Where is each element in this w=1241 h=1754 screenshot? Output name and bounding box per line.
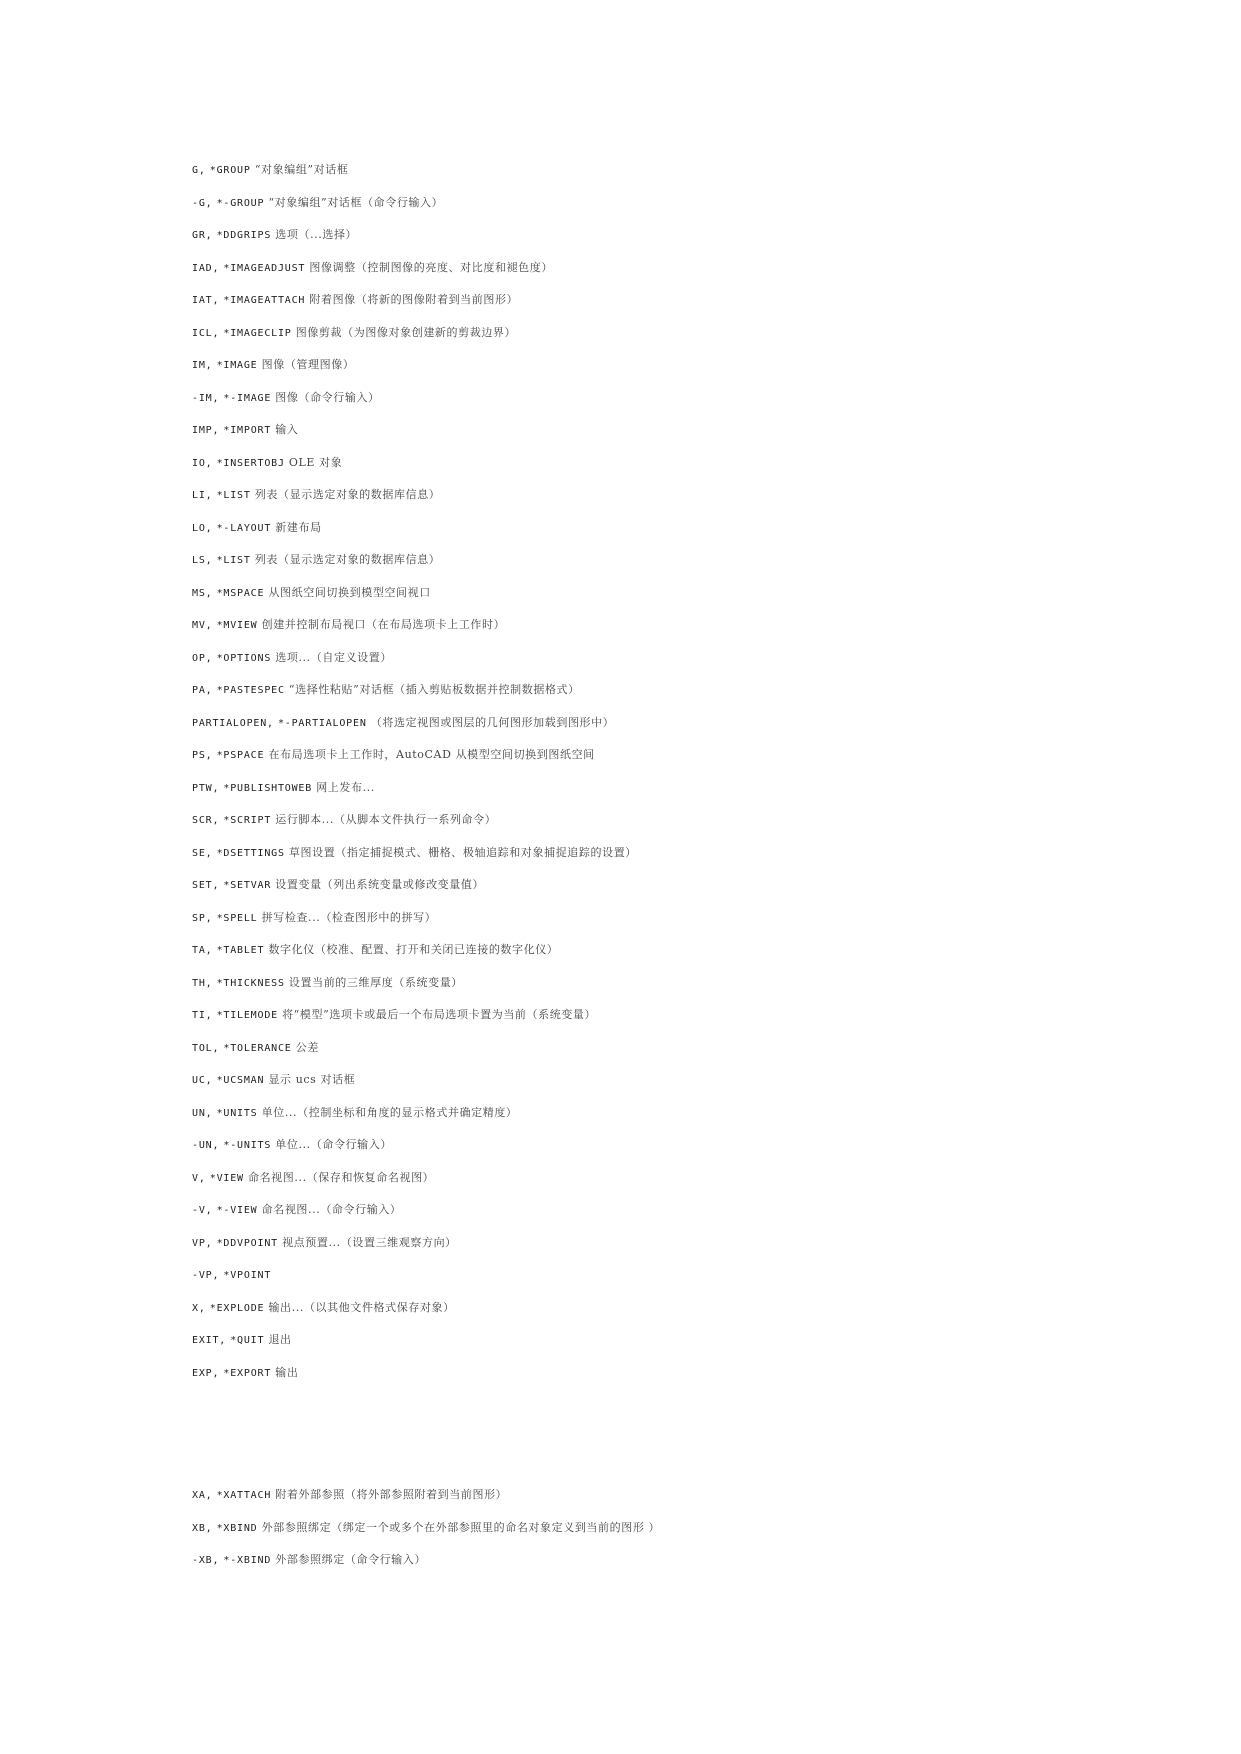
command-name: *TABLET [216, 945, 265, 956]
command-alias: IM, [192, 360, 213, 371]
command-name: *LIST [216, 490, 251, 501]
command-name: *IMAGEADJUST [223, 263, 306, 274]
command-description: 列表（显示选定对象的数据库信息） [254, 553, 441, 566]
command-description: 拼写检查...（检查图形中的拼写） [261, 911, 437, 924]
command-name: *EXPORT [223, 1368, 272, 1379]
command-name: *OPTIONS [216, 653, 272, 664]
command-description: 命名视图...（命令行输入） [261, 1203, 402, 1216]
command-alias: SET, [192, 880, 220, 891]
command-alias: -V, [192, 1205, 213, 1216]
command-description: 列表（显示选定对象的数据库信息） [254, 488, 441, 501]
command-description: 显示 ucs 对话框 [268, 1073, 356, 1086]
command-alias: SP, [192, 913, 213, 924]
command-description: “选择性粘贴”对话框（插入剪贴板数据并控制数据格式） [288, 683, 580, 696]
command-line [192, 1488, 507, 1503]
command-alias: LO, [192, 523, 213, 534]
command-name: *DDGRIPS [216, 230, 272, 241]
command-alias: PA, [192, 685, 213, 696]
command-alias: SE, [192, 848, 213, 859]
command-alias: PS, [192, 750, 213, 761]
command-alias: -UN, [192, 1140, 220, 1151]
command-description: 设置变量（列出系统变量或修改变量值） [275, 878, 485, 891]
command-line [192, 391, 380, 406]
command-alias: PTW, [192, 783, 220, 794]
command-name: *INSERTOBJ [216, 458, 285, 469]
command-alias: X, [192, 1303, 206, 1314]
command-description: 附着图像（将新的图像附着到当前图形） [309, 293, 519, 306]
command-line [192, 521, 322, 536]
command-description: 输出...（以其他文件格式保存对象） [268, 1301, 455, 1314]
command-name: *XBIND [216, 1523, 258, 1534]
command-line [192, 1553, 426, 1568]
command-description: 视点预置...（设置三维观察方向） [282, 1236, 457, 1249]
command-line [192, 293, 518, 308]
command-alias: VP, [192, 1238, 213, 1249]
command-line [192, 261, 553, 276]
command-line [192, 878, 484, 893]
command-alias: UN, [192, 1108, 213, 1119]
command-name: *UCSMAN [216, 1075, 265, 1086]
command-description: “对象编组”对话框 [254, 163, 349, 176]
command-description: 外部参照绑定（命令行输入） [275, 1553, 427, 1566]
command-name: *TILEMODE [216, 1010, 278, 1021]
command-name: *LIST [216, 555, 251, 566]
command-alias: TOL, [192, 1043, 220, 1054]
command-line [192, 358, 354, 373]
command-line [192, 1008, 596, 1023]
command-line [192, 846, 637, 861]
command-alias: GR, [192, 230, 213, 241]
command-alias: IO, [192, 458, 213, 469]
command-line [192, 586, 431, 601]
command-description: 公差 [295, 1041, 319, 1054]
command-alias: TH, [192, 978, 213, 989]
command-description: 从图纸空间切换到模型空间视口 [268, 586, 431, 599]
command-line [192, 1171, 434, 1186]
command-alias: TA, [192, 945, 213, 956]
command-description: 单位...（控制坐标和角度的显示格式并确定精度） [261, 1106, 518, 1119]
command-description: 新建布局 [275, 521, 322, 534]
command-name: *IMPORT [223, 425, 272, 436]
command-alias: IAD, [192, 263, 220, 274]
command-description: 在布局选项卡上工作时，AutoCAD 从模型空间切换到图纸空间 [268, 748, 595, 761]
command-description: 设置当前的三维厚度（系统变量） [288, 976, 463, 989]
command-name: *SETVAR [223, 880, 272, 891]
command-description: 图像（命令行输入） [275, 391, 380, 404]
command-description: 图像剪裁（为图像对象创建新的剪裁边界） [295, 326, 517, 339]
command-alias: SCR, [192, 815, 220, 826]
command-name: *THICKNESS [216, 978, 285, 989]
command-description: 输出 [275, 1366, 299, 1379]
command-name: *-LAYOUT [216, 523, 272, 534]
command-line [192, 488, 440, 503]
command-description: 将“模型”选项卡或最后一个布局选项卡置为当前（系统变量） [282, 1008, 597, 1021]
command-line [192, 1236, 457, 1251]
command-name: *SCRIPT [223, 815, 272, 826]
command-description: OLE 对象 [288, 456, 343, 469]
command-name: *XATTACH [216, 1490, 272, 1501]
command-alias: V, [192, 1173, 206, 1184]
command-line [192, 196, 443, 211]
command-alias: -G, [192, 198, 213, 209]
command-alias: OP, [192, 653, 213, 664]
command-alias: LS, [192, 555, 213, 566]
command-alias: EXIT, [192, 1335, 227, 1346]
command-line [192, 423, 298, 438]
command-name: *DDVPOINT [216, 1238, 278, 1249]
command-line [192, 1138, 392, 1153]
command-line [192, 748, 595, 763]
command-line [192, 911, 436, 926]
command-name: *VIEW [209, 1173, 244, 1184]
command-name: *UNITS [216, 1108, 258, 1119]
command-description: 图像（管理图像） [261, 358, 355, 371]
command-alias: -IM, [192, 393, 220, 404]
command-name: *-PARTIALOPEN [277, 718, 367, 729]
command-alias: PARTIALOPEN, [192, 718, 274, 729]
command-line [192, 1041, 319, 1056]
command-description: 图像调整（控制图像的亮度、对比度和褪色度） [309, 261, 553, 274]
command-description: （将选定视图或图层的几何图形加载到图形中） [370, 716, 615, 729]
command-description: 草图设置（指定捕捉模式、栅格、极轴追踪和对象捕捉追踪的设置） [288, 846, 637, 859]
command-name: *-VIEW [216, 1205, 258, 1216]
command-description: 网上发布... [316, 781, 375, 794]
command-description: 数字化仪（校准、配置、打开和关闭已连接的数字化仪） [268, 943, 559, 956]
command-name: *IMAGECLIP [223, 328, 292, 339]
command-name: *-UNITS [223, 1140, 272, 1151]
command-name: *TOLERANCE [223, 1043, 292, 1054]
command-name: *-IMAGE [223, 393, 272, 404]
command-line [192, 1106, 518, 1121]
command-line [192, 976, 463, 991]
command-line [192, 651, 392, 666]
command-alias: MS, [192, 588, 213, 599]
command-name: *PSPACE [216, 750, 265, 761]
command-alias: G, [192, 165, 206, 176]
command-name: *DSETTINGS [216, 848, 285, 859]
command-name: *IMAGE [216, 360, 258, 371]
command-name: *VPOINT [223, 1270, 272, 1281]
command-description: 附着外部参照（将外部参照附着到当前图形） [275, 1488, 508, 1501]
command-description: 输入 [275, 423, 299, 436]
command-alias: MV, [192, 620, 213, 631]
command-line [192, 618, 505, 633]
command-name: *PUBLISHTOWEB [223, 783, 313, 794]
command-name: *-GROUP [216, 198, 265, 209]
command-description: 退出 [268, 1333, 292, 1346]
command-line [192, 1333, 292, 1348]
command-description: 选项（...选择） [275, 228, 358, 241]
command-alias: LI, [192, 490, 213, 501]
command-name: *-XBIND [223, 1555, 272, 1566]
command-line [192, 1073, 355, 1088]
command-line [192, 813, 496, 828]
command-alias: XB, [192, 1523, 213, 1534]
command-alias: -VP, [192, 1270, 220, 1281]
command-alias: EXP, [192, 1368, 220, 1379]
command-name: *GROUP [209, 165, 251, 176]
command-alias: -XB, [192, 1555, 220, 1566]
command-description: 外部参照绑定（绑定一个或多个在外部参照里的命名对象定义到当前的图形 ） [261, 1521, 661, 1534]
command-line [192, 1268, 271, 1283]
command-alias: IMP, [192, 425, 220, 436]
command-line [192, 1521, 660, 1536]
command-description: 运行脚本...（从脚本文件执行一系列命令） [275, 813, 497, 826]
command-line [192, 163, 348, 178]
command-alias: TI, [192, 1010, 213, 1021]
command-line [192, 553, 440, 568]
command-name: *QUIT [230, 1335, 265, 1346]
command-line [192, 228, 357, 243]
command-line [192, 456, 342, 471]
command-line [192, 781, 375, 796]
command-alias: IAT, [192, 295, 220, 306]
command-line [192, 1203, 402, 1218]
command-name: *SPELL [216, 913, 258, 924]
command-description: 选项...（自定义设置） [275, 651, 392, 664]
command-description: 创建并控制布局视口（在布局选项卡上工作时） [261, 618, 506, 631]
command-line [192, 1301, 455, 1316]
command-name: *EXPLODE [209, 1303, 265, 1314]
command-line [192, 943, 558, 958]
command-description: 命名视图...（保存和恢复命名视图） [247, 1171, 435, 1184]
command-name: *MVIEW [216, 620, 258, 631]
command-alias: ICL, [192, 328, 220, 339]
command-description: 单位...（命令行输入） [275, 1138, 392, 1151]
command-line [192, 683, 580, 698]
command-alias: XA, [192, 1490, 213, 1501]
command-line [192, 326, 516, 341]
command-name: *PASTESPEC [216, 685, 285, 696]
command-description: “对象编组”对话框（命令行输入） [268, 196, 444, 209]
command-line [192, 1366, 298, 1381]
command-line [192, 716, 614, 731]
command-name: *IMAGEATTACH [223, 295, 306, 306]
command-alias: UC, [192, 1075, 213, 1086]
command-name: *MSPACE [216, 588, 265, 599]
